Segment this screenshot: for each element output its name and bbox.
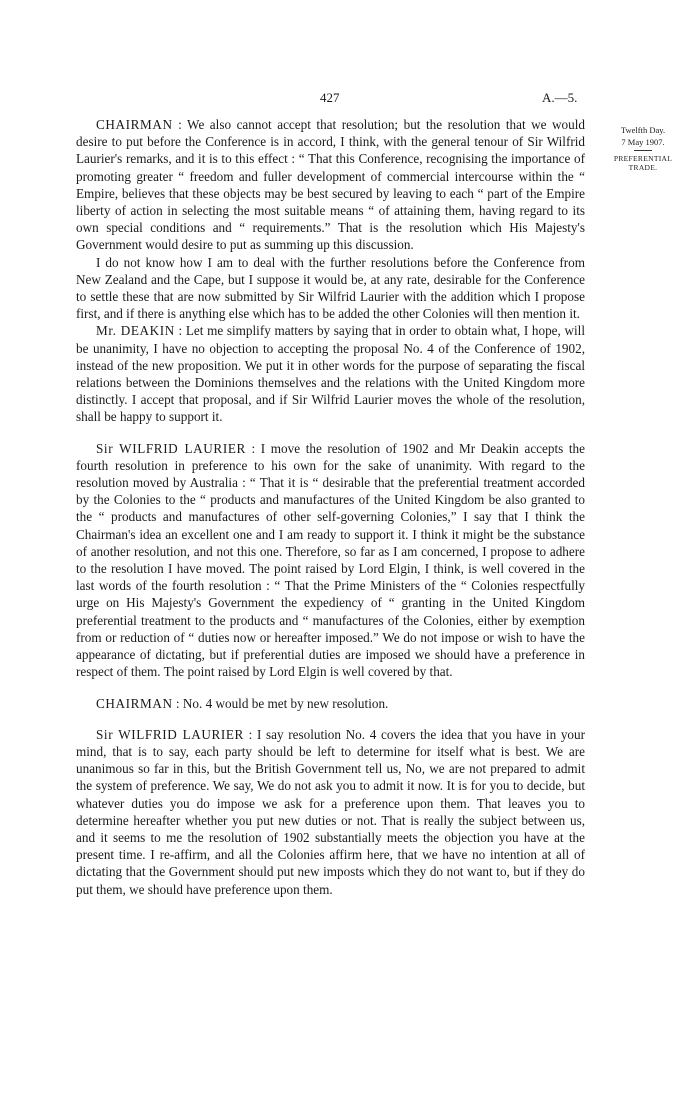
paragraph-text: : I say resolution No. 4 covers the idea that you have in your mind, that is to say, each party should be left to determine for itself what is best. We are unanimous so far in this, but the British Government tell us, No, we are not prepared to admit the system of preference. We say, We do not ask you to admit it now. It is for you to decide, but whatever duties you do impose we ask for a preference upon them. That leaves you to determine hereafter whether you put new duties or not. That is really the subject between us, and it seems to me the resolution of 1902 substantially meets the objection you have at the present time. I re-affirm, and all the Colonies affirm here, that we have no intention at all of dictating that the Government should put new imposts which they do not want to, but if they do put them, we should have preference upon them.	[76, 726, 585, 897]
paragraph-2	[76, 254, 585, 323]
margin-divider	[634, 150, 652, 151]
page-number: 427	[320, 90, 340, 105]
speaker-name: Sir WILFRID LAURIER	[96, 726, 244, 742]
paragraph-1	[76, 116, 585, 254]
speaker-name: CHAIRMAN	[96, 117, 173, 132]
paragraph-5	[76, 695, 585, 712]
margin-date: 7 May 1907.	[621, 137, 665, 147]
margin-topic-line2: TRADE.	[628, 163, 658, 172]
margin-note	[598, 124, 688, 172]
body-text	[76, 116, 585, 898]
speaker-name: CHAIRMAN	[96, 695, 173, 711]
paragraph-text: : I move the resolution of 1902 and Mr Deakin accepts the fourth resolution in preference to his own for the sake of unanimity. With regard to the resolution moved by Australia : “ That it is “ desirable that the preferential treatment accorded by the Colonies to the “ products and manufactures of the United Kingdom be also granted to the “ products and manufactures of other self-governing Colonies,” I say that I think the Chairman's idea an excellent one and I am ready to support it. I think it might be the substance of another resolution, and not this one. Therefore, so far as I am concerned, I propose to adhere to the resolution I have moved. The point raised by Lord Elgin, I think, is well covered in the last words of the fourth resolution : “ That the Prime Ministers of the “ Colonies respectfully urge on His Majesty's Government the expediency of “ granting in the United Kingdom preferential treatment to the products and “ manufactures of the Colonies, either by exemption from or reduction of “ duties now or hereafter imposed.” We do not impose or wish to have the appearance of dictating, but if preferential duties are imposed we should have a preference in respect of them. The point raised by Lord Elgin is well covered by that.	[76, 440, 585, 680]
paragraph-text: : No. 4 would be met by new resolution.	[172, 695, 389, 711]
paragraph-text: : We also cannot accept that resolution; but the resolution that we would desire to put before the Conference is in accord, I think, with the general tenour of Sir Wilfrid Laurier's remarks, and it is to this effect : “ That this Conference, recognising the importance of promoting greater “ freedom and fuller development of commercial intercourse within the “ Empire, believes that these objects may be best secured by leaving to each “ part of the Empire liberty of action in selecting the most suitable means “ of attaining them, having regard to its own special conditions and “ requirements.” That is the resolution which His Majesty's Government would desire to put as summing up this discussion.	[76, 117, 585, 253]
speaker-name: Mr. DEAKIN	[96, 323, 175, 339]
margin-topic-line1: PREFERENTIAL	[613, 154, 673, 163]
paragraph-text: : Let me simplify matters by saying that in order to obtain what, I hope, will be unanimity, I have no objection to accepting the proposal No. 4 of the Conference of 1902, instead of the new proposition. We put it in other words for the purpose of separating the fiscal relations between the Dominions themselves and the relations with the United Kingdom more distinctly. I accept that proposal, and if Sir Wilfrid Laurier moves the whole of the resolution, shall be happy to support it.	[76, 323, 585, 425]
document-reference: A.—5.	[542, 90, 578, 105]
paragraph-text: I do not know how I am to deal with the further resolutions before the Conference from New Zealand and the Cape, but I suppose it would be, at any rate, desirable for the Conference to settle these that are now submitted by Sir Wilfrid Laurier with the addition which I propose first, and if there is anything else which has to be added the other Colonies will then mention it.	[76, 254, 585, 322]
speaker-name: Sir WILFRID LAURIER	[96, 440, 246, 456]
paragraph-3	[76, 322, 585, 425]
paragraph-4	[76, 440, 585, 681]
margin-day: Twelfth Day.	[620, 125, 666, 135]
paragraph-6	[76, 726, 585, 898]
